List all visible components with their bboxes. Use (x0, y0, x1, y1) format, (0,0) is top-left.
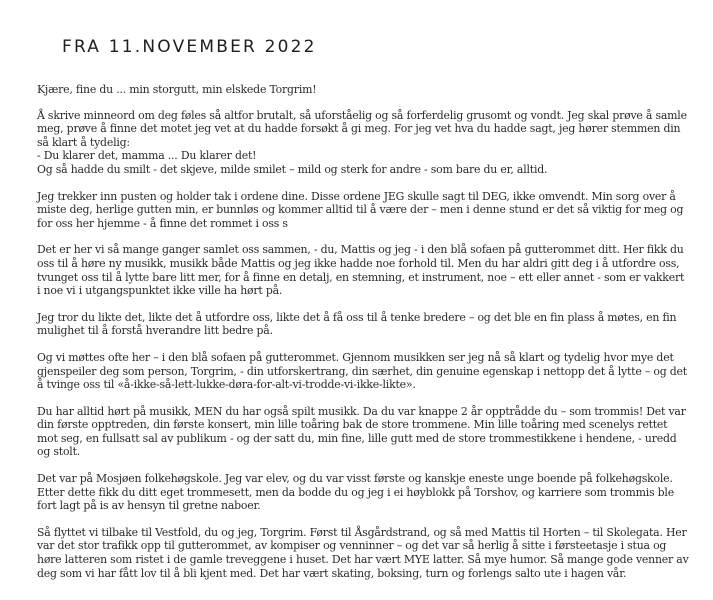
paragraph-line: - Du klarer det, mamma ... Du klarer det! (37, 149, 257, 163)
paragraph (37, 109, 689, 177)
paragraph (37, 190, 689, 231)
page-title: FRA 11.NOVEMBER 2022 (62, 37, 317, 57)
memorial-text (37, 83, 689, 593)
paragraph-line: Og så hadde du smilt - det skjeve, milde smilet – mild og sterk for andre - som bare du er, alltid. (37, 162, 548, 176)
paragraph (37, 311, 689, 338)
paragraph-line: Jeg trekker inn pusten og holder tak i ordene dine. Disse ordene JEG skulle sagt til DEG, ikke omvendt. Min sorg over å miste deg, herlige gutten min, er bunnløs og kommer alltid til å være der – men i denne stund er det så viktig for meg og for oss her hjemme - å finne det rommet i oss s (37, 189, 684, 230)
paragraph (37, 351, 689, 392)
paragraph (37, 472, 689, 513)
paragraph (37, 405, 689, 459)
paragraph-line: Du har alltid hørt på musikk, MEN du har også spilt musikk. Da du var knappe 2 år opptrådde du – som trommis! Det var din første opptreden, din første konsert, min lille toåring bak de store trommene. Min lille toåring med scenelys rettet mot seg, en fullsatt sal av publikum - og der satt du, min fine, lille gutt med de store trommestikkene i hendene, - uredd og stolt. (37, 404, 686, 459)
paragraph (37, 526, 689, 580)
paragraph-line: Det var på Mosjøen folkehøgskole. Jeg var elev, og du var visst første og kanskje eneste unge boende på folkehøgskole. Etter dette fikk du ditt eget trommesett, men da bodde du og jeg i ei høyblokk på Torshov, og karriere som trommis ble fort lagt på is av hensyn til gretne naboer. (37, 472, 674, 513)
paragraph-line: Det er her vi så mange ganger samlet oss sammen, - du, Mattis og jeg - i den blå sofaen på gutterommet ditt. Her fikk du oss til å høre ny musikk, musikk både Mattis og jeg ikke hadde noe forhold til. Men du har aldri gitt deg i å utfordre oss, tvunget oss til å lytte bare litt mer, for å finne en detalj, en stemning, et instrument, noe – ett eller annet - som er vakkert i noe vi i utgangspunktet ikke ville ha hørt på. (37, 243, 685, 298)
paragraph-line: Og vi møttes ofte her – i den blå sofaen på gutterommet. Gjennom musikken ser jeg nå så klart og tydelig hvor mye det gjenspeiler deg som person, Torgrim, - din utforskertrang, din særhet, din genuine egenskap i nettopp det å lytte – og det å tvinge oss til «å-ikke-så-lett-lukke-døra-for-alt-vi-trodde-vi-ikke-likte». (37, 350, 687, 392)
paragraph-line: Jeg tror du likte det, likte det å utfordre oss, likte det å få oss til å tenke bredere – og det ble en fin plass å møtes, en fin mulighet til å forstå hverandre litt bedre på. (37, 310, 677, 338)
paragraph-line: Å skrive minneord om deg føles så altfor brutalt, så uforståelig og så forferdelig grusomt og vondt. Jeg skal prøve å samle meg, prøve å finne det motet jeg vet at du hadde forsøkt å gi meg. For jeg vet hva du hadde sagt, jeg hører stemmen din så klart å tydelig: (37, 108, 687, 149)
paragraph-line: Så flyttet vi tilbake til Vestfold, du og jeg, Torgrim. Først til Åsgårdstrand, og så med Mattis til Horten – til Skolegata. Her var det stor trafikk opp til gutterommet, av kompiser og venninner – og det var så herlig å sitte i førsteetasje i stua og høre latteren som ristet i de gamle treveggene i huset. Det har vært MYE latter. Så mye humor. Så mange gode venner av deg som vi har fått lov til å bli kjent med. Det har vært skating, boksing, turn og forlengs salto ute i hagen vår. (37, 525, 689, 580)
paragraph (37, 243, 689, 297)
paragraph-greeting (37, 83, 689, 97)
paragraph-line: Kjære, fine du ... min storgutt, min elskede Torgrim! (37, 83, 317, 96)
